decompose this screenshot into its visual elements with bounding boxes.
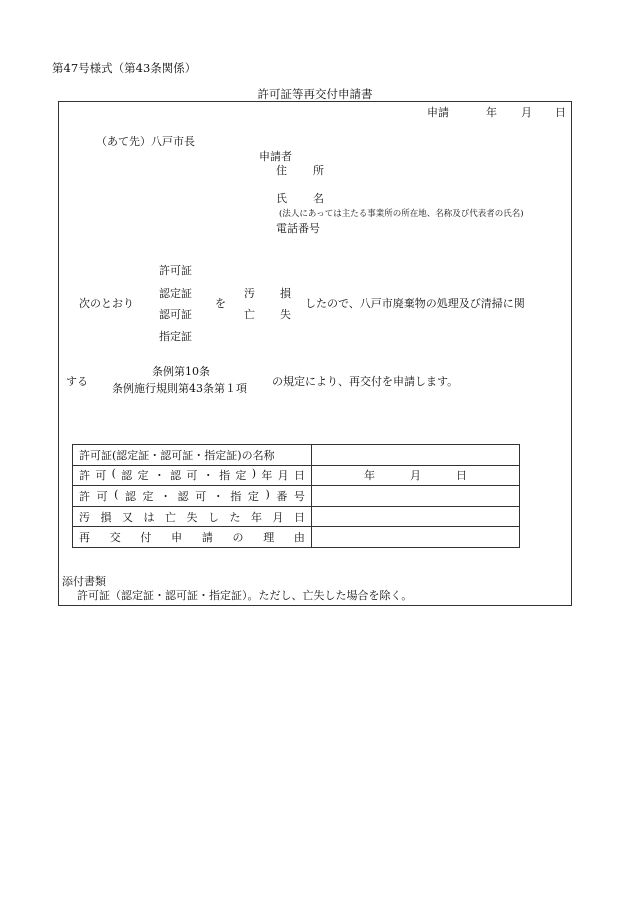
- reason-field[interactable]: [312, 527, 520, 548]
- application-date-month: 月: [521, 106, 532, 119]
- loss-date-field[interactable]: [312, 506, 520, 527]
- row-label-loss-date: [73, 506, 312, 527]
- permit-date-day: 日: [456, 469, 467, 483]
- row-label-permit-number-text: 許 可 ( 認 定 ・ 認 可 ・ 指 定 ) 番 号: [79, 487, 305, 503]
- statement-lead: 次のとおり: [79, 297, 134, 310]
- table-row: [73, 445, 520, 466]
- applicant-heading: 申請者: [259, 150, 292, 163]
- application-date-prefix: 申請: [427, 106, 449, 119]
- permit-date-month: 月: [410, 469, 421, 483]
- table-row: [73, 465, 520, 486]
- application-date-day: 日: [555, 106, 566, 119]
- application-date-year: 年: [486, 106, 497, 119]
- name-label-2: 名: [313, 192, 324, 205]
- row-label-reason-text: 再 交 付 申 請 の 理 由: [79, 531, 305, 545]
- name-note: (法人にあっては主たる事業所の所在地、名称及び代表者の氏名): [279, 209, 524, 219]
- statement-continuation: したので、八戸市廃棄物の処理及び清掃に関: [305, 297, 525, 310]
- permit-date-field[interactable]: [312, 465, 520, 486]
- particle-wo: を: [215, 297, 226, 310]
- permit-type-3: 認可証: [159, 308, 192, 321]
- name-label-1: 氏: [276, 192, 287, 205]
- address-label-2: 所: [313, 164, 324, 177]
- damage-option-1a: 汚: [244, 287, 255, 300]
- permit-type-4: 指定証: [159, 330, 192, 343]
- table-row: [73, 486, 520, 507]
- permit-type-1: 許可証: [159, 264, 192, 277]
- address-label-1: 住: [276, 164, 287, 177]
- phone-label: 電話番号: [276, 222, 320, 235]
- document-title: 許可証等再交付申請書: [257, 87, 373, 101]
- attachments-item: 許可証（認定証・認可証・指定証）。ただし、亡失した場合を除く。: [77, 589, 413, 602]
- statement-closing: の規定により、再交付を申請します。: [272, 375, 459, 388]
- permit-number-field[interactable]: [312, 486, 520, 507]
- row-label-reason: [73, 527, 312, 548]
- row-label-permit-number: [73, 486, 312, 507]
- regulation-1: 条例第10条: [152, 365, 210, 378]
- row-label-permit-name: 許可証(認定証・認可証・指定証)の名称: [73, 445, 312, 466]
- row-label-permit-date: [73, 465, 312, 486]
- row-label-loss-date-text: 汚 損 又 は 亡 失 し た 年 月 日: [79, 510, 305, 524]
- permit-name-field[interactable]: [312, 445, 520, 466]
- permit-date-year: 年: [364, 469, 375, 483]
- damage-option-2b: 失: [280, 308, 291, 321]
- permit-type-2: 認定証: [159, 287, 192, 300]
- attachments-heading: 添付書類: [62, 575, 106, 588]
- table-row: [73, 527, 520, 548]
- damage-option-1b: 損: [280, 287, 291, 300]
- regulation-2: 条例施行規則第43条第１項: [112, 382, 247, 395]
- table-row: [73, 506, 520, 527]
- permit-info-table: [72, 444, 520, 548]
- row-label-permit-date-text: 許 可 ( 認 定 ・ 認 可 ・ 指 定 ) 年 月 日: [79, 467, 305, 483]
- addressee: （あて先）八戸市長: [96, 135, 195, 148]
- damage-option-2a: 亡: [244, 308, 255, 321]
- form-number: 第47号様式（第43条関係）: [52, 61, 197, 75]
- statement-suru: する: [66, 375, 88, 388]
